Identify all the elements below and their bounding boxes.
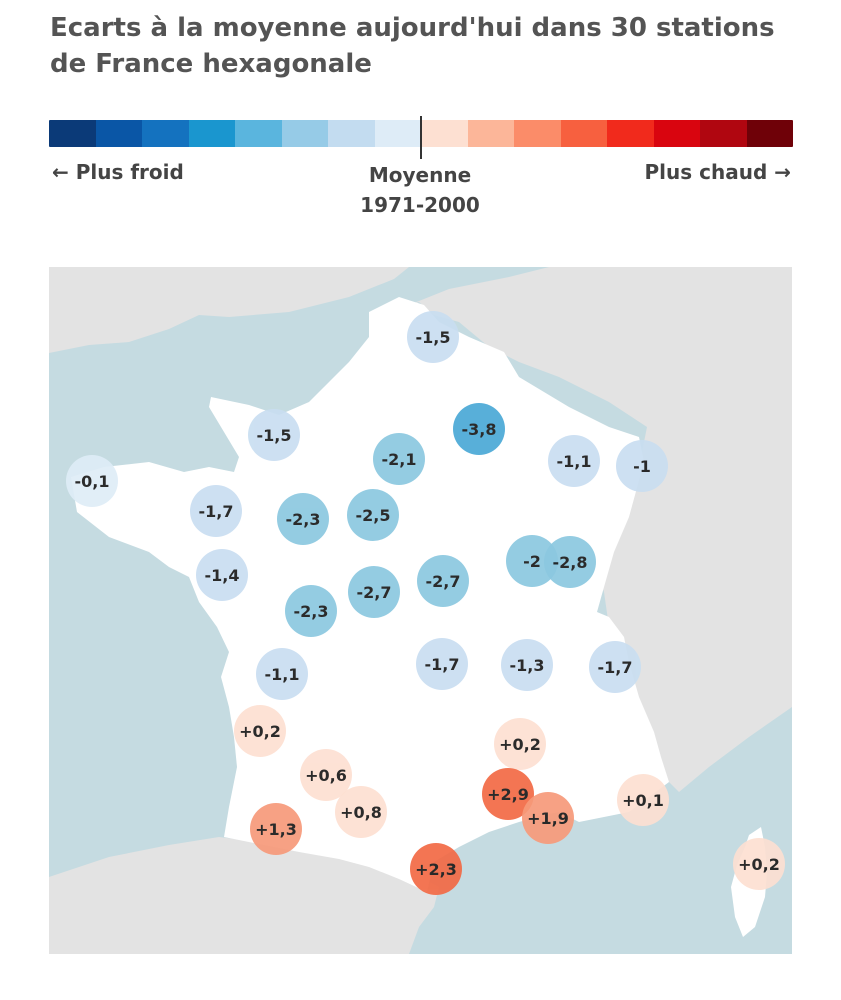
station-marker: +2,9 (482, 768, 534, 820)
station-marker: +0,2 (494, 718, 546, 770)
scale-swatch (189, 120, 236, 147)
station-marker: +0,8 (335, 786, 387, 838)
scale-swatch (282, 120, 329, 147)
station-marker: -1,1 (548, 435, 600, 487)
scale-swatch (514, 120, 561, 147)
station-marker: +0,6 (300, 749, 352, 801)
station-marker: -1,7 (416, 638, 468, 690)
station-marker: -2,5 (347, 489, 399, 541)
average-label (340, 160, 500, 220)
great-britain-landmass (49, 267, 409, 353)
scale-swatch (235, 120, 282, 147)
station-marker: -1 (616, 440, 668, 492)
station-marker: +0,1 (617, 774, 669, 826)
scale-swatch (654, 120, 701, 147)
station-marker: +2,3 (410, 843, 462, 895)
scale-swatch (142, 120, 189, 147)
scale-swatch (49, 120, 96, 147)
scale-swatch (421, 120, 468, 147)
scale-swatch (468, 120, 515, 147)
average-label-line2: 1971-2000 (360, 193, 480, 217)
station-marker: -1,3 (501, 639, 553, 691)
scale-swatch (747, 120, 794, 147)
warmer-label: Plus chaud → (644, 160, 791, 184)
station-marker: -2,3 (285, 585, 337, 637)
station-marker: -2,1 (373, 433, 425, 485)
station-marker: -2 (506, 535, 558, 587)
colder-label: ← Plus froid (52, 160, 184, 184)
station-marker: -1,5 (248, 409, 300, 461)
scale-swatch (700, 120, 747, 147)
station-marker: +0,2 (234, 705, 286, 757)
station-marker: -2,7 (348, 566, 400, 618)
station-marker: +1,3 (250, 803, 302, 855)
scale-swatch (375, 120, 422, 147)
map-title: Ecarts à la moyenne aujourd'hui dans 30 stations de France hexagonale (50, 13, 775, 79)
station-marker: -3,8 (453, 403, 505, 455)
station-marker: -1,4 (196, 549, 248, 601)
scale-swatch (328, 120, 375, 147)
average-marker (420, 116, 422, 159)
station-marker: -2,8 (544, 536, 596, 588)
station-marker: -1,7 (190, 485, 242, 537)
station-marker: -1,1 (256, 648, 308, 700)
france-map (49, 267, 792, 954)
station-marker: -1,5 (407, 311, 459, 363)
scale-swatch (607, 120, 654, 147)
station-marker: -2,7 (417, 555, 469, 607)
station-marker: +0,2 (733, 838, 785, 890)
station-marker: -0,1 (66, 455, 118, 507)
station-marker: +1,9 (522, 792, 574, 844)
station-marker: -1,7 (589, 641, 641, 693)
scale-swatch (96, 120, 143, 147)
average-label-line1: Moyenne (368, 163, 472, 187)
scale-swatch (561, 120, 608, 147)
station-marker: -2,3 (277, 493, 329, 545)
